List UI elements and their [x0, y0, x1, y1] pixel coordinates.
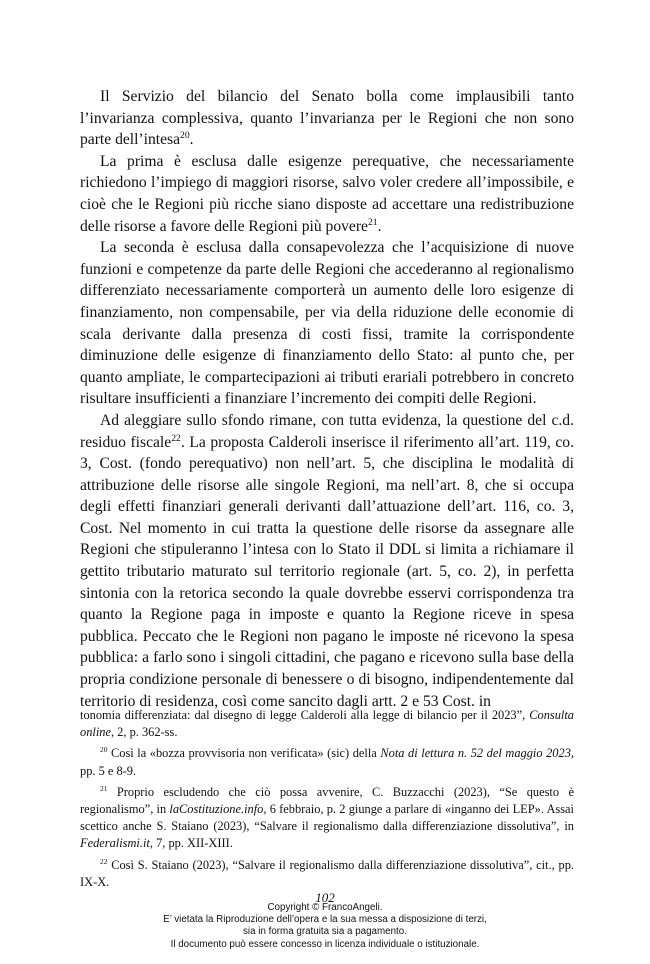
footnote-ref-21[interactable]: 21	[367, 216, 378, 228]
footnote-20: $^{20}$ Così la «bozza provvisoria non verificata» (sic) della Nota di lettura n. 52 del maggio 2023, pp. 5 e 8-9.	[80, 745, 575, 778]
footnote-number: 22	[100, 856, 108, 866]
copyright-line-4: Il documento può essere concesso in licenza individuale o istituzionale.	[170, 938, 480, 950]
footnote-number: 21	[100, 783, 108, 793]
footnote-ref-20[interactable]: 20	[180, 130, 190, 141]
footnotes	[80, 707, 574, 895]
main-text	[80, 86, 574, 712]
paragraph-2: La prima è esclusa dalle esigenze perequative, che necessariamente richiedono l’impiego di maggiori risorse, salvo voler credere all’impossibile, e cioè che le Regioni più ricche siano disposte ad accettare una redistribuzione delle risorse a favore delle Regioni più povere$^{21}$.	[80, 152, 574, 235]
paragraph-1: Il Servizio del bilancio del Senato bolla come implausibili tanto l’invarianza complessiva, quanto l’invarianza per le Regioni che non sono parte dell’intesa$^{20}$.	[80, 88, 574, 149]
footnote-ref-22[interactable]: 22	[171, 432, 181, 444]
footnote-continuation: tonomia differenziata: dal disegno di legge Calderoli alla legge di bilancio per il 2023”, Consulta online, 2, p. 362-ss.	[80, 708, 574, 740]
paragraph-3: La seconda è esclusa dalla consapevolezza che l’acquisizione di nuove funzioni e competenze da parte delle Regioni che accederanno al regionalismo differenziato necessariamente comporterà un aumento delle loro esigenze di finanziamento, non compensabile, per via della riduzione delle economie di scala derivante dalla presenza di costi fissi, tramite la corrispondente diminuzione delle esigenze di finanziamento dello Stato: al punto che, per quanto ampliate, le compartecipazioni ai tributi erariali potrebbero in concreto risultare insufficienti a finanziare l’incremento dei compiti delle Regioni.	[80, 239, 574, 408]
footnote-number: 20	[100, 745, 108, 755]
copyright-line-3: sia in forma gratuita sia a pagamento.	[243, 926, 407, 938]
footnote-22: $^{22}$ Così S. Staiano (2023), “Salvare il regionalismo dalla differenziazione dissolutiva”, cit., pp. IX-X.	[80, 856, 574, 889]
copyright-line-2: E’ vietata la Riproduzione dell’opera e la sua messa a disposizione di terzi,	[163, 914, 487, 926]
footnote-21: $^{21}$ Proprio escludendo che ciò possa avvenire, C. Buzzacchi (2023), “Se questo è regionalismo”, in laCostituzione.info, 6 febbraio, p. 2 giunge a parlare di «inganno dei LEP». Assai scettico anche S. Staiano (2023), “Salvare il regionalismo dalla differenziazione dissolutiva”, in Federalismi.it, 7, pp. XII-XIII.	[80, 783, 575, 851]
page-number: 102	[315, 890, 335, 905]
copyright-notice	[0, 902, 650, 951]
paragraph-4: Ad aleggiare sullo sfondo rimane, con tutta evidenza, la questione del c.d. residuo fiscale$^{22}$. La proposta Calderoli inserisce il riferimento all’art. 119, co. 3, Cost. (fondo perequativo) non nell’art. 5, che disciplina le modalità di attribuzione delle risorse alle singole Regioni, ma nell’art. 8, che si occupa degli effetti finanziari generali derivanti dall’attuazione dell’art. 116, co. 3, Cost. Nel momento in cui tratta la questione delle risorse da assegnare alle Regioni che stipuleranno l’intesa con lo Stato il DDL si limita a richiamare il gettito tributario maturato sul territorio regionale (art. 5, co. 2), in perfetta sintonia con la retorica secondo la quale dovrebbe esservi corrispondenza tra quanto la Regione paga in imposte e quanto la Regione riceve in spesa pubblica. Peccato che le Regioni non pagano le imposte né ricevono la spesa pubblica: a farlo sono i singoli cittadini, che pagano e ricevono sulla base della propria condizione personale di benessere o di bisogno, indipendentemente dal territorio di residenza, così come sancito dagli artt. 2 e 53 Cost. in	[80, 411, 574, 710]
copyright-line-1: Copyright © FrancoAngeli.	[267, 902, 383, 913]
